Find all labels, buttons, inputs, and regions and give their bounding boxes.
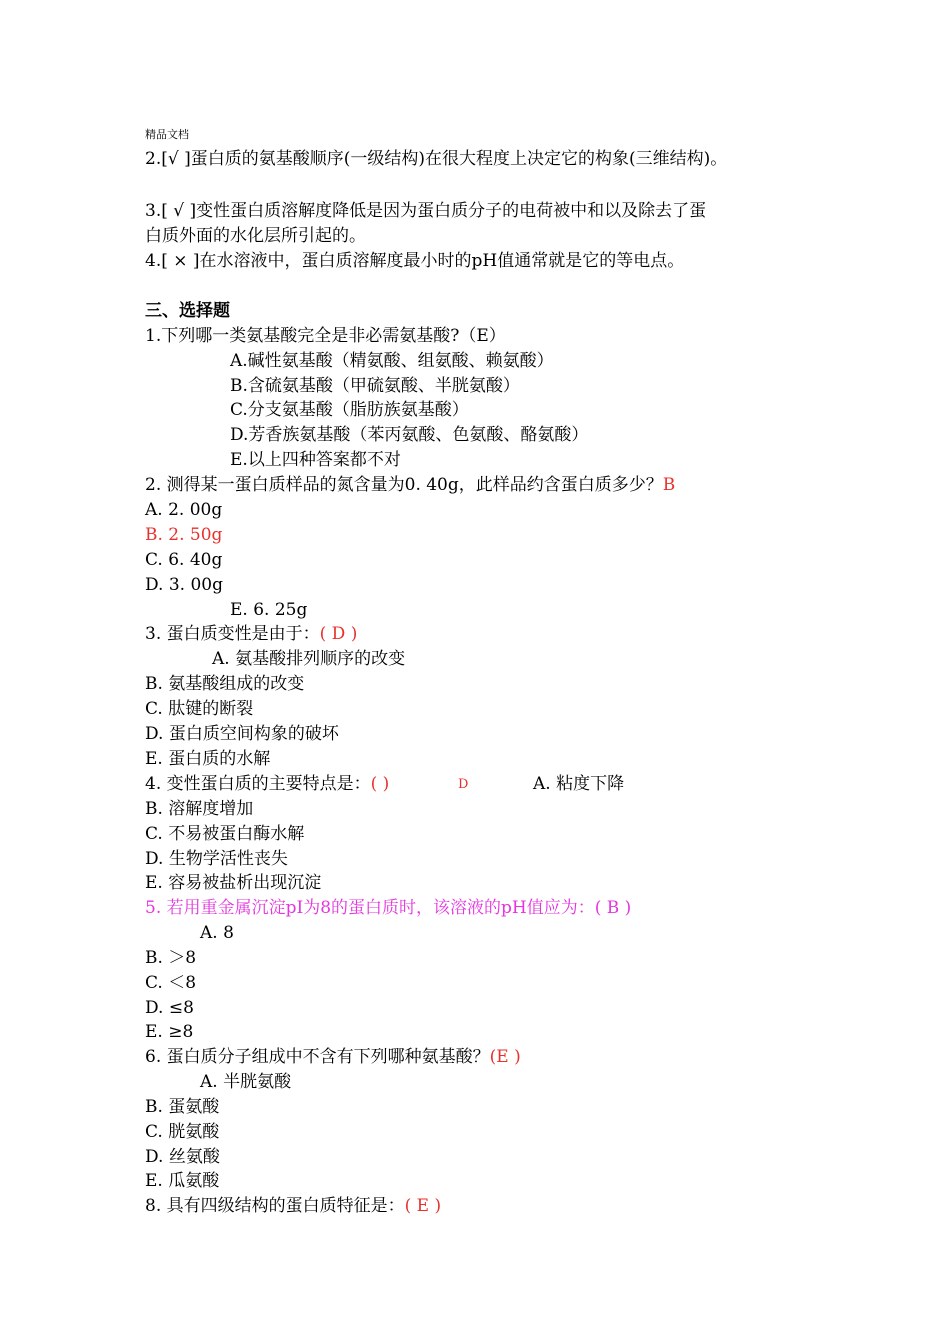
question-5-option-d: D. ≤8: [145, 998, 194, 1018]
judge-item-2: 2.[√ ]蛋白质的氨基酸顺序(一级结构)在很大程度上决定它的构象(三维结构)。: [145, 149, 728, 169]
question-4-stem: [145, 773, 389, 795]
question-5-option-e: E. ≥8: [145, 1022, 194, 1042]
question-4-option-b: B. 溶解度增加: [145, 799, 254, 819]
question-6-stem: [145, 1046, 521, 1068]
question-8-answer: ( E ): [404, 1196, 442, 1216]
question-5-option-c: C. ＜8: [145, 973, 197, 993]
question-2-option-d: D. 3. 00g: [145, 575, 223, 595]
question-8-text: 8. 具有四级结构的蛋白质特征是：: [145, 1196, 405, 1216]
question-1-option-d: D.芳香族氨基酸（苯丙氨酸、色氨酸、酪氨酸）: [230, 425, 589, 445]
question-5-stem: 5. 若用重金属沉淀pI为8的蛋白质时，该溶液的pH值应为：( B ): [145, 898, 632, 918]
question-4-answer-paren: ( ): [370, 774, 390, 794]
question-6-option-c: C. 胱氨酸: [145, 1122, 220, 1142]
question-8-stem: [145, 1195, 441, 1217]
judge-item-4: 4.[ × ]在水溶液中，蛋白质溶解度最小时的pH值通常就是它的等电点。: [145, 251, 685, 271]
question-1-stem: 1.下列哪一类氨基酸完全是非必需氨基酸?（E）: [145, 326, 506, 346]
question-2-option-a: A. 2. 00g: [145, 500, 223, 520]
question-4-option-c: C. 不易被蛋白酶水解: [145, 824, 305, 844]
question-3-stem: [145, 623, 357, 645]
question-3-answer: ( D ): [319, 624, 358, 644]
question-3-option-a: A. 氨基酸排列顺序的改变: [212, 649, 406, 669]
question-3-text: 3. 蛋白质变性是由于：: [145, 624, 320, 644]
question-6-option-e: E. 瓜氨酸: [145, 1171, 220, 1191]
question-1-option-a: A.碱性氨基酸（精氨酸、组氨酸、赖氨酸）: [230, 351, 554, 371]
question-4-option-d: D. 生物学活性丧失: [145, 849, 288, 869]
judge-item-3-cont: 白质外面的水化层所引起的。: [145, 226, 366, 246]
question-4-answer: D: [458, 777, 469, 792]
question-3-option-c: C. 肽键的断裂: [145, 699, 254, 719]
question-2-stem: [145, 474, 675, 496]
question-2-answer: B: [662, 475, 676, 495]
question-6-text: 6. 蛋白质分子组成中不含有下列哪种氨基酸？: [145, 1047, 490, 1067]
question-3-option-e: E. 蛋白质的水解: [145, 749, 271, 769]
question-4-option-e: E. 容易被盐析出现沉淀: [145, 873, 322, 893]
question-4-option-a: A. 粘度下降: [533, 774, 625, 794]
question-5-option-a: A. 8: [200, 923, 234, 943]
question-6-option-d: D. 丝氨酸: [145, 1147, 220, 1167]
question-2-option-b: B. 2. 50g: [145, 525, 223, 545]
question-2-text: 2. 测得某一蛋白质样品的氮含量为0. 40g，此样品约含蛋白质多少？: [145, 475, 663, 495]
question-3-option-d: D. 蛋白质空间构象的破坏: [145, 724, 339, 744]
page-header: 精品文档: [145, 128, 189, 141]
question-6-option-a: A. 半胱氨酸: [200, 1072, 292, 1092]
question-2-option-c: C. 6. 40g: [145, 550, 223, 570]
judge-item-3: 3.[ √ ]变性蛋白质溶解度降低是因为蛋白质分子的电荷被中和以及除去了蛋: [145, 201, 707, 221]
question-3-option-b: B. 氨基酸组成的改变: [145, 674, 305, 694]
question-1-option-c: C.分支氨基酸（脂肪族氨基酸）: [230, 400, 469, 420]
section-title: 三、选择题: [145, 301, 230, 321]
question-6-answer: (E ): [489, 1047, 521, 1067]
question-2-option-e: E. 6. 25g: [230, 600, 308, 620]
question-5-option-b: B. ＞8: [145, 948, 197, 968]
question-1-option-b: B.含硫氨基酸（甲硫氨酸、半胱氨酸）: [230, 376, 520, 396]
question-1-option-e: E.以上四种答案都不对: [230, 450, 401, 470]
question-4-text: 4. 变性蛋白质的主要特点是：: [145, 774, 371, 794]
question-6-option-b: B. 蛋氨酸: [145, 1097, 220, 1117]
